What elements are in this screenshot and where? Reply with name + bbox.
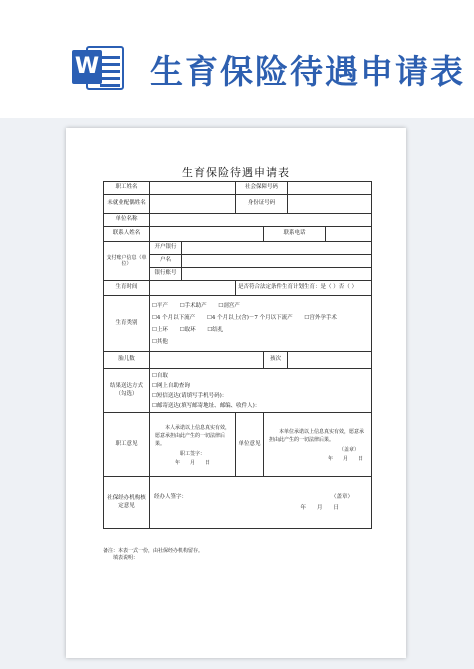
delivery-option[interactable]: ☐自取 [152, 372, 168, 379]
unit-pledge: 本单位承诺以上信息真实有效，愿意承担由此产生的一切法律后果。 [269, 428, 365, 443]
parity-field[interactable] [288, 352, 372, 369]
table-row [104, 242, 372, 255]
table-row [104, 477, 372, 529]
document-page [66, 128, 406, 658]
id-field[interactable] [288, 195, 372, 214]
birth-type-option[interactable]: ☐取环 [179, 326, 196, 333]
agency-cell [150, 477, 372, 529]
worker-opinion-label: 职工意见 [104, 413, 150, 477]
table-row [104, 182, 372, 195]
phone-field[interactable] [326, 227, 372, 242]
birth-type-option[interactable]: ☐平产 [152, 302, 168, 309]
unit-sign-date: 年 月 日 [328, 455, 364, 462]
form-title: 生育保险待遇申请表 [182, 166, 290, 179]
table-row [104, 352, 372, 369]
form-note [103, 548, 203, 562]
birth-type-option[interactable]: ☐4 个月以上(含)－7 个月以下流产 [206, 314, 293, 321]
table-row [104, 227, 372, 242]
birth-type-option[interactable]: ☐4 个月以下流产 [152, 314, 196, 321]
table-row [104, 195, 372, 214]
delivery-option[interactable]: ☐短信送达(请填写手机号码)： [152, 392, 228, 399]
table-row [104, 296, 372, 352]
birth-type-option[interactable]: ☐手术助产 [179, 302, 207, 309]
ss-code-label: 社会保障号码 [236, 182, 288, 195]
birth-time-field[interactable] [150, 281, 236, 296]
table-row [104, 281, 372, 296]
account-name-label: 户名 [150, 255, 182, 268]
agency-label: 社保经办机构核定意见 [104, 477, 150, 529]
delivery-option[interactable]: ☐网上自助查询 [152, 382, 190, 389]
birth-type-option[interactable]: ☐剖宫产 [218, 302, 240, 309]
fetus-label: 胎儿数 [104, 352, 150, 369]
birth-type-options [150, 296, 372, 352]
fetus-field[interactable] [150, 352, 264, 369]
banner [0, 0, 474, 118]
delivery-label: 结果送达方式（勾选） [104, 369, 150, 413]
unit-name-label: 单位名称 [104, 214, 150, 227]
agent-sign-label: 经办人签字： [154, 493, 188, 500]
id-label: 身份证号码 [236, 195, 288, 214]
table-row [104, 369, 372, 413]
spouse-field[interactable] [150, 195, 236, 214]
birth-type-option[interactable]: ☐上环 [152, 326, 168, 333]
parity-label: 孩次 [264, 352, 288, 369]
worker-opinion-cell [150, 413, 236, 477]
unit-opinion-label: 单位意见 [236, 413, 264, 477]
unit-opinion-cell [264, 413, 372, 477]
birth-type-option[interactable]: ☐宫外孕手术 [304, 314, 337, 321]
worker-sign-date: 年 月 日 [174, 459, 210, 466]
application-form-table [103, 181, 372, 529]
contact-field[interactable] [150, 227, 264, 242]
birth-type-label: 生育类别 [104, 296, 150, 352]
word-icon-letter: W [72, 50, 102, 84]
bank-label: 开户银行 [150, 242, 182, 255]
birth-time-label: 生育时间 [104, 281, 150, 296]
agency-seal: （盖章） [331, 493, 354, 500]
note-line: 备注：本表一式一份，由社保经办机构留存。 [103, 548, 204, 554]
table-row [104, 214, 372, 227]
account-no-label: 银行账号 [150, 268, 182, 281]
phone-label: 联系电话 [264, 227, 326, 242]
unit-seal: （盖章） [339, 446, 360, 453]
banner-title: 生育保险待遇申请表 [150, 52, 465, 91]
spouse-label: 未就业配偶姓名 [104, 195, 150, 214]
note-line: 填表说明： [113, 555, 139, 561]
account-name-field[interactable] [182, 255, 372, 268]
contact-label: 联系人姓名 [104, 227, 150, 242]
plan-text: 是否符合法定条件生育计划生育：是（ ）否（ ） [236, 281, 372, 296]
worker-name-label: 职工姓名 [104, 182, 150, 195]
account-no-field[interactable] [182, 268, 372, 281]
word-icon [72, 42, 128, 92]
unit-name-field[interactable] [150, 214, 372, 227]
ss-code-field[interactable] [288, 182, 372, 195]
table-row [104, 413, 372, 477]
agency-date: 年 月 日 [300, 504, 340, 511]
worker-name-field[interactable] [150, 182, 236, 195]
worker-sign-label: 职工签字： [179, 450, 205, 457]
birth-type-option[interactable]: ☐结扎 [207, 326, 224, 333]
delivery-option[interactable]: ☐邮寄送达(填写邮寄地址、邮编、收件人)： [152, 402, 261, 409]
delivery-options [150, 369, 372, 413]
worker-pledge: 本人承诺以上信息真实有效，愿意承担由此产生的一切法律后果。 [155, 424, 231, 447]
birth-type-option[interactable]: ☐其他 [152, 338, 168, 345]
bank-field[interactable] [182, 242, 372, 255]
payment-label: 支付账户信息（单位） [104, 242, 150, 281]
